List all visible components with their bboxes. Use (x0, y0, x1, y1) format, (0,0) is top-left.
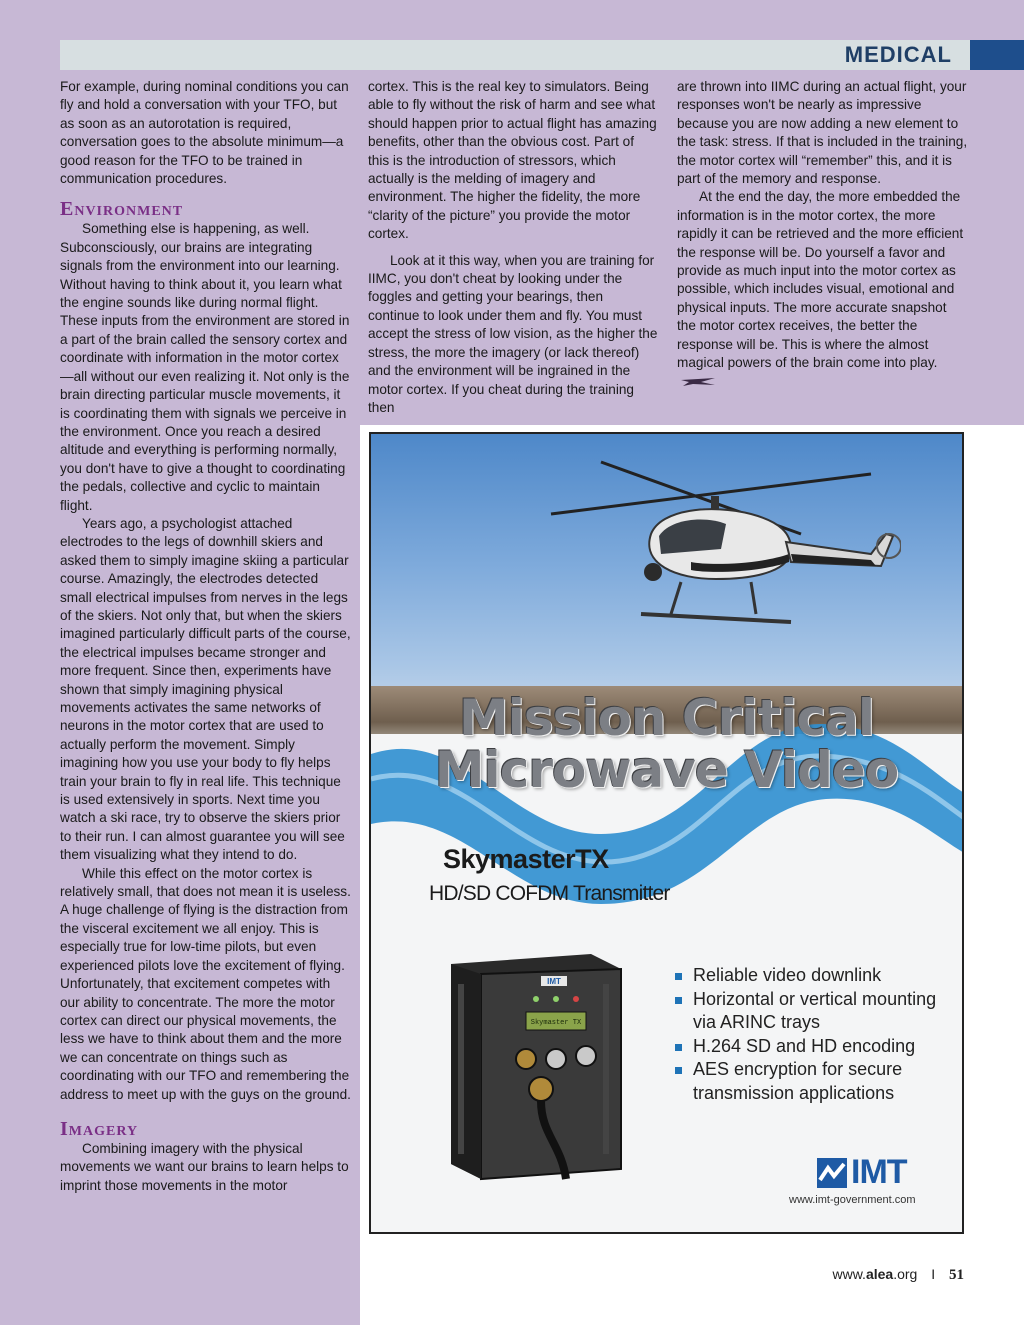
paragraph: Combining imagery with the physical movements we want our brains to learn helps to imprint those movements in the motor (60, 1140, 349, 1193)
paragraph (677, 188, 969, 390)
footer-site[interactable] (833, 1266, 918, 1282)
paragraph: Years ago, a psychologist attached electrodes to the legs of downhill skiers and asked them to simply imagine skiing a particular course. Amazingly, the electrodes detected small electrical impulses from nerves in the legs of the skiers. Not only that, but when the skiers imagined particularly difficult parts of the course, the electrical impulses became stronger and more frequent. Since then, experiments have shown that simply imagining physical movements activates the same networks of neurons in the motor cortex that are used to actually perform the movement. Simply imagining how you use your body to fly helps train your brain to fly in real life. This technique is used extensively in sports. Next time you watch a ski race, try to observe the skiers prior to their run. I can almost guarantee you will see them visualizing what they intend to do. (60, 515, 351, 863)
heading-environment: Environment (60, 198, 184, 221)
advertiser-url[interactable]: www.imt-government.com (789, 1194, 916, 1206)
product-name: SkymasterTX (443, 844, 609, 874)
footer-site-prefix: www. (832, 1266, 866, 1282)
section-header-bar (60, 40, 970, 70)
transmitter-device-image (441, 944, 631, 1184)
paragraph: While this effect on the motor cortex is relatively small, that does not mean it is useless. A huge challenge of flying is the distraction from the visceral excitement we all enjoy. This is especially true for low-time pilots, but even experienced pilots love the excitement of flying. Unfortunately, that excitement competes with our ability to concentrate. The more the motor cortex can direct our physical movements, the less we have to think about them and the more we can concentrate on things such as coordinating with our TFO and remembering the address to meet up with the guys on the ground. (60, 865, 351, 1102)
product-subtitle: HD/SD COFDM Transmitter (429, 882, 670, 905)
paragraph: Look at it this way, when you are training for IIMC, you don't cheat by looking under the foggles and getting your bearings, then continue to look under them and fly. You must accept the stress of low vision, as the higher the stress, the more the imagery (or lack thereof) and the environment will be ingrained in the motor cortex. If you cheat during the training then (368, 252, 658, 415)
advertisement[interactable] (369, 432, 964, 1234)
paragraph: For example, during nominal conditions you can fly and hold a conversation with your TFO, but as soon as an autorotation is required, conversation goes to the absolute minimum—a good reason for the TFO to be trained in communication procedures. (60, 79, 349, 187)
paragraph-text: At the end the day, the more embedded the information is in the motor cortex, the more rapidly it can be retrieved and the more efficient the response will be. Do yourself a favor and provide as much input into the motor cortex as possible, which includes visual, emotional and physical inputs. The more accurate snapshot the motor cortex receives, the better the response will be. This is where the almost magical powers of the brain come into play. (677, 189, 964, 371)
feature-item: H.264 SD and HD encoding (671, 1035, 956, 1059)
paragraph: Something else is happening, as well. Subconsciously, our brains are integrating signals from the environment into our learning. Without having to think about it, you learn what the engine sounds like during normal flight. These inputs from the environment are stored in a part of the brain called the sensory cortex and coordinate with information in the motor cortex—all without our even realizing it. Not only is the brain directing particular muscle movements, it is coordinating them with signals we perceive in the environment. Once you reach a desired altitude and everything is performing normally, you don't have to give a thought to coordinating the pedals, collective and cyclic to maintain flight. (60, 221, 350, 513)
paragraph: are thrown into IIMC during an actual flight, your responses won't be nearly as impressive because you are now adding a new element to the task: stress. If that is included in the training, the motor cortex will “remember” this, and it is part of the memory and response. (677, 79, 968, 187)
heading-imagery: Imagery (60, 1117, 139, 1140)
paragraph: cortex. This is the real key to simulators. Being able to fly without the risk of harm and see what should happen prior to actual flight has amazing benefits, other than the obvious cost. Part of this is the introduction of stressors, which actually is the melding of imagery and environment. The higher the fidelity, the more “clarity of the picture” you provide the motor cortex. (368, 79, 657, 242)
footer-site-suffix: .org (893, 1266, 918, 1282)
page-footer (833, 1266, 965, 1284)
imt-logo-text: IMT (851, 1153, 907, 1191)
footer-separator: I (931, 1266, 936, 1282)
article-column-3 (677, 78, 969, 391)
feature-list (671, 964, 956, 1105)
ad-headline (371, 689, 962, 799)
helicopter-image (541, 454, 901, 644)
ad-headline-line1: Mission Critical (459, 689, 874, 747)
feature-item: Reliable video downlink (671, 964, 956, 988)
section-tab (970, 40, 1024, 70)
section-label: MEDICAL (844, 42, 952, 67)
imt-logo-icon (817, 1158, 847, 1188)
page-number: 51 (949, 1267, 964, 1283)
article-column-2 (368, 78, 658, 417)
footer-site-bold: alea (865, 1266, 894, 1282)
end-mark-icon (681, 377, 715, 387)
feature-item: Horizontal or vertical mounting via ARINC trays (671, 988, 956, 1035)
article-column-1 (60, 78, 352, 1195)
feature-item: AES encryption for secure transmission applications (671, 1058, 956, 1105)
device-badge: IMT (547, 977, 561, 986)
ad-headline-line2: Microwave Video (434, 741, 899, 799)
device-screen: Skymaster TX (530, 1019, 582, 1027)
imt-logo (817, 1153, 927, 1191)
